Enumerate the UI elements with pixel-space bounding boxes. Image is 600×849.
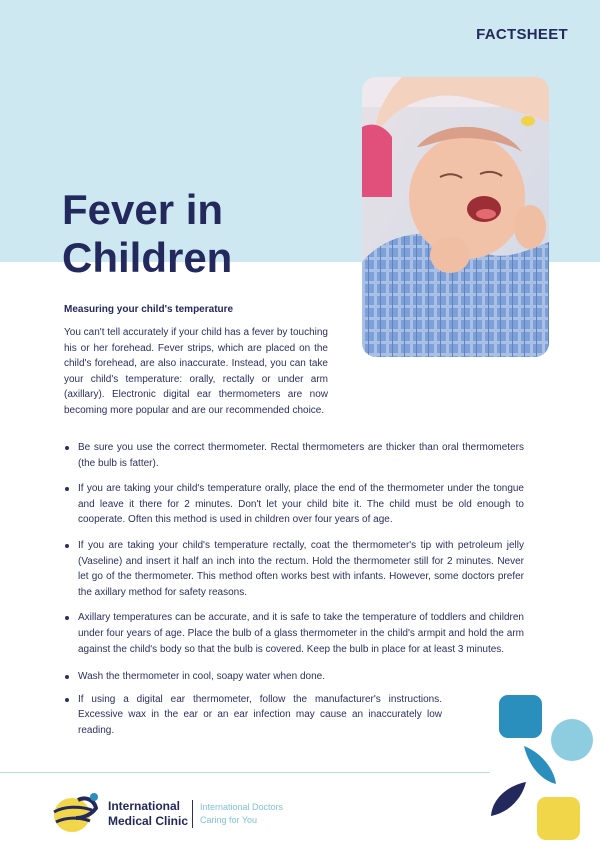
page-title: [62, 186, 232, 282]
list-item: Axillary temperatures can be accurate, and it is safe to take the temperature of toddlers and children under four years of age. Place the bulb of a glass thermometer in the child's armpit and hold the arm against the child's body so that the bulb is covered. Keep the bulb in place for at least 3 minutes.: [64, 610, 524, 657]
title-line-1: Fever in: [62, 186, 224, 233]
list-item: Wash the thermometer in cool, soapy water when done.: [64, 669, 524, 685]
decorative-shapes: [488, 694, 600, 849]
clinic-name: [108, 799, 188, 829]
clinic-name-line-1: International: [108, 799, 181, 813]
child-fever-photo: [362, 77, 549, 357]
footer-divider-line: [0, 772, 490, 773]
intro-paragraph: You can't tell accurately if your child has a fever by touching his or her forehead. Fever strips, which are placed on the child's forehead, are also inaccurate. Instead, you can take your child's temperature: orally, rectally or under arm (axillary). Electronic digital ear thermometers are now becoming more popular and are our recommended choice.: [64, 327, 328, 416]
clinic-logo-icon: [50, 790, 102, 836]
section-heading: Measuring your child's temperature: [64, 304, 234, 315]
tagline-line-1: International Doctors: [200, 802, 284, 812]
tips-list: [64, 440, 524, 739]
brand-divider: [192, 800, 193, 828]
factsheet-label: FACTSHEET: [476, 26, 568, 43]
clinic-name-line-2: Medical Clinic: [108, 814, 189, 828]
list-item: Be sure you use the correct thermometer. Rectal thermometers are thicker than oral thermometers (the bulb is fatter).: [64, 440, 524, 471]
list-item: If using a digital ear thermometer, follow the manufacturer's instructions. Excessive wax in the ear or an ear infection may cause an inaccurately low reading.: [64, 692, 442, 739]
list-item: If you are taking your child's temperature orally, place the end of the thermometer under the tongue and leave it there for 2 minutes. Don't let your child bite it. The child must be old enough to cooperate. Often this method is used in children over four years of age.: [64, 481, 524, 528]
tagline-line-2: Caring for You: [200, 815, 258, 825]
clinic-tagline: [200, 801, 283, 827]
list-item: If you are taking your child's temperature rectally, coat the thermometer's tip with petroleum jelly (Vaseline) and insert it half an inch into the rectum. Hold the thermometer still for 2 minutes. Never let go of the thermometer. This method often works best with infants. However, some doctors prefer the axillary method for safety reasons.: [64, 538, 524, 600]
title-line-2: Children: [62, 234, 233, 281]
